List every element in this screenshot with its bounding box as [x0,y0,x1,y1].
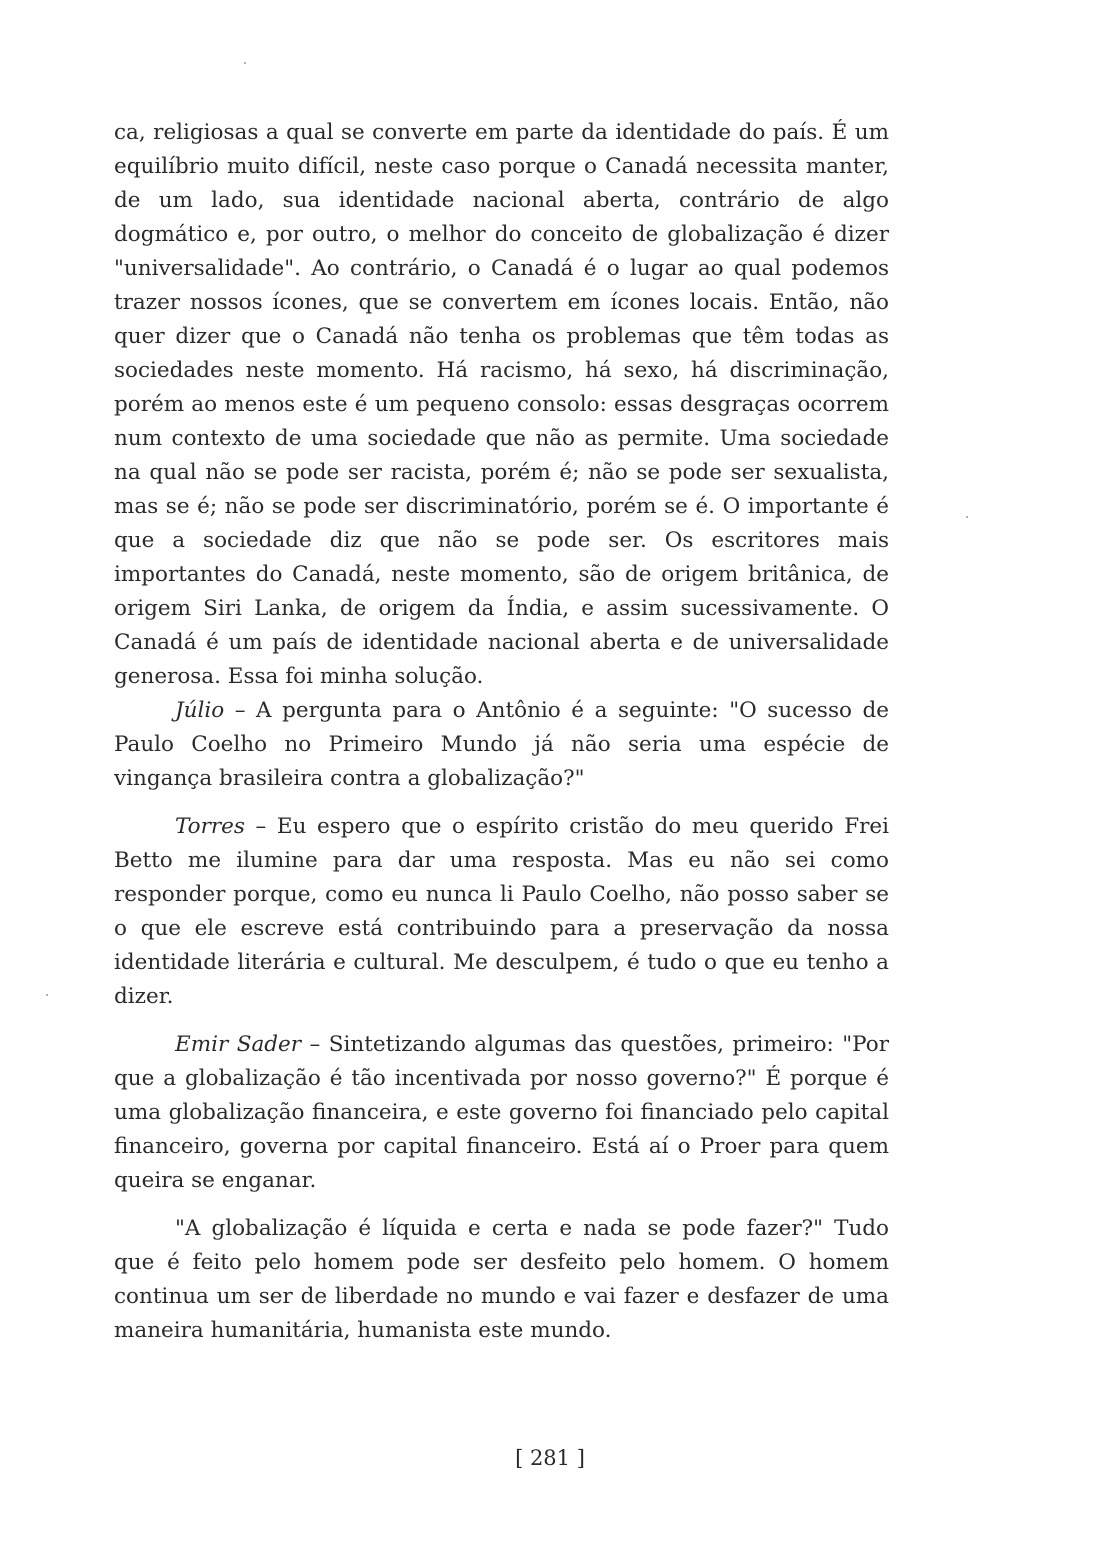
speaker-separator: – [244,814,277,839]
speaker-separator: – [224,698,257,723]
speaker-name: Torres [175,814,245,839]
scan-speck [244,62,246,64]
scan-speck [46,994,48,996]
paragraph-continuation [114,116,889,694]
scan-speck [966,516,968,518]
speaker-name: Emir Sader [175,1032,302,1057]
speaker-name: Júlio [175,698,225,723]
body-text [114,116,889,1348]
speaker-separator: – [301,1032,329,1057]
paragraph-text: Eu espero que o espírito cristão do meu querido Frei Betto me ilumine para dar uma resposta. Mas eu não sei como responder porque, como eu nunca li Paulo Coelho, não posso saber se o que ele escreve está contribuindo para a preservação da nossa identidade literária e cultural. Me desculpem, é tudo o que eu tenho a dizer. [114,814,889,1009]
paragraph-text: ca, religiosas a qual se converte em parte da identidade do país. É um equilíbrio muito difícil, neste caso porque o Canadá necessita manter, de um lado, sua identidade nacional aberta, contrário de algo dogmático e, por outro, o melhor do conceito de globalização é dizer "universalidade". Ao contrário, o Canadá é o lugar ao qual podemos trazer nossos ícones, que se convertem em ícones locais. Então, não quer dizer que o Canadá não tenha os problemas que têm todas as sociedades neste momento. Há racismo, há sexo, há discriminação, porém ao menos este é um pequeno consolo: essas desgraças ocorrem num contexto de uma sociedade que não as permite. Uma sociedade na qual não se pode ser racista, porém é; não se pode ser sexualista, mas se é; não se pode ser discriminatório, porém se é. O importante é que a sociedade diz que não se pode ser. Os escritores mais importantes do Canadá, neste momento, são de origem britânica, de origem Siri Lanka, de origem da Índia, e assim sucessivamente. O Canadá é um país de identidade nacional aberta e de universalidade generosa. Essa foi minha solução. [114,120,889,689]
paragraph-text: "A globalização é líquida e certa e nada se pode fazer?" Tudo que é feito pelo homem pode ser desfeito pelo homem. O homem continua um ser de liberdade no mundo e vai fazer e desfazer de uma maneira humanitária, humanista este mundo. [114,1216,889,1343]
paragraph-julio [114,694,889,796]
paragraph-torres [114,810,889,1014]
paragraph-text: A pergunta para o Antônio é a seguinte: "O sucesso de Paulo Coelho no Primeiro Mundo já não seria uma espécie de vingança brasileira contra a globalização?" [114,698,889,791]
paragraph-text: Sintetizando algumas das questões, primeiro: "Por que a globalização é tão incentivada por nosso governo?" É porque é uma globalização financeira, e este governo foi financiado pelo capital financeiro, governa por capital financeiro. Está aí o Proer para quem queira se enganar. [114,1032,889,1193]
paragraph-emir-sader [114,1028,889,1198]
page-number: [ 281 ] [515,1446,585,1470]
paragraph-globalization-quote [114,1212,889,1348]
